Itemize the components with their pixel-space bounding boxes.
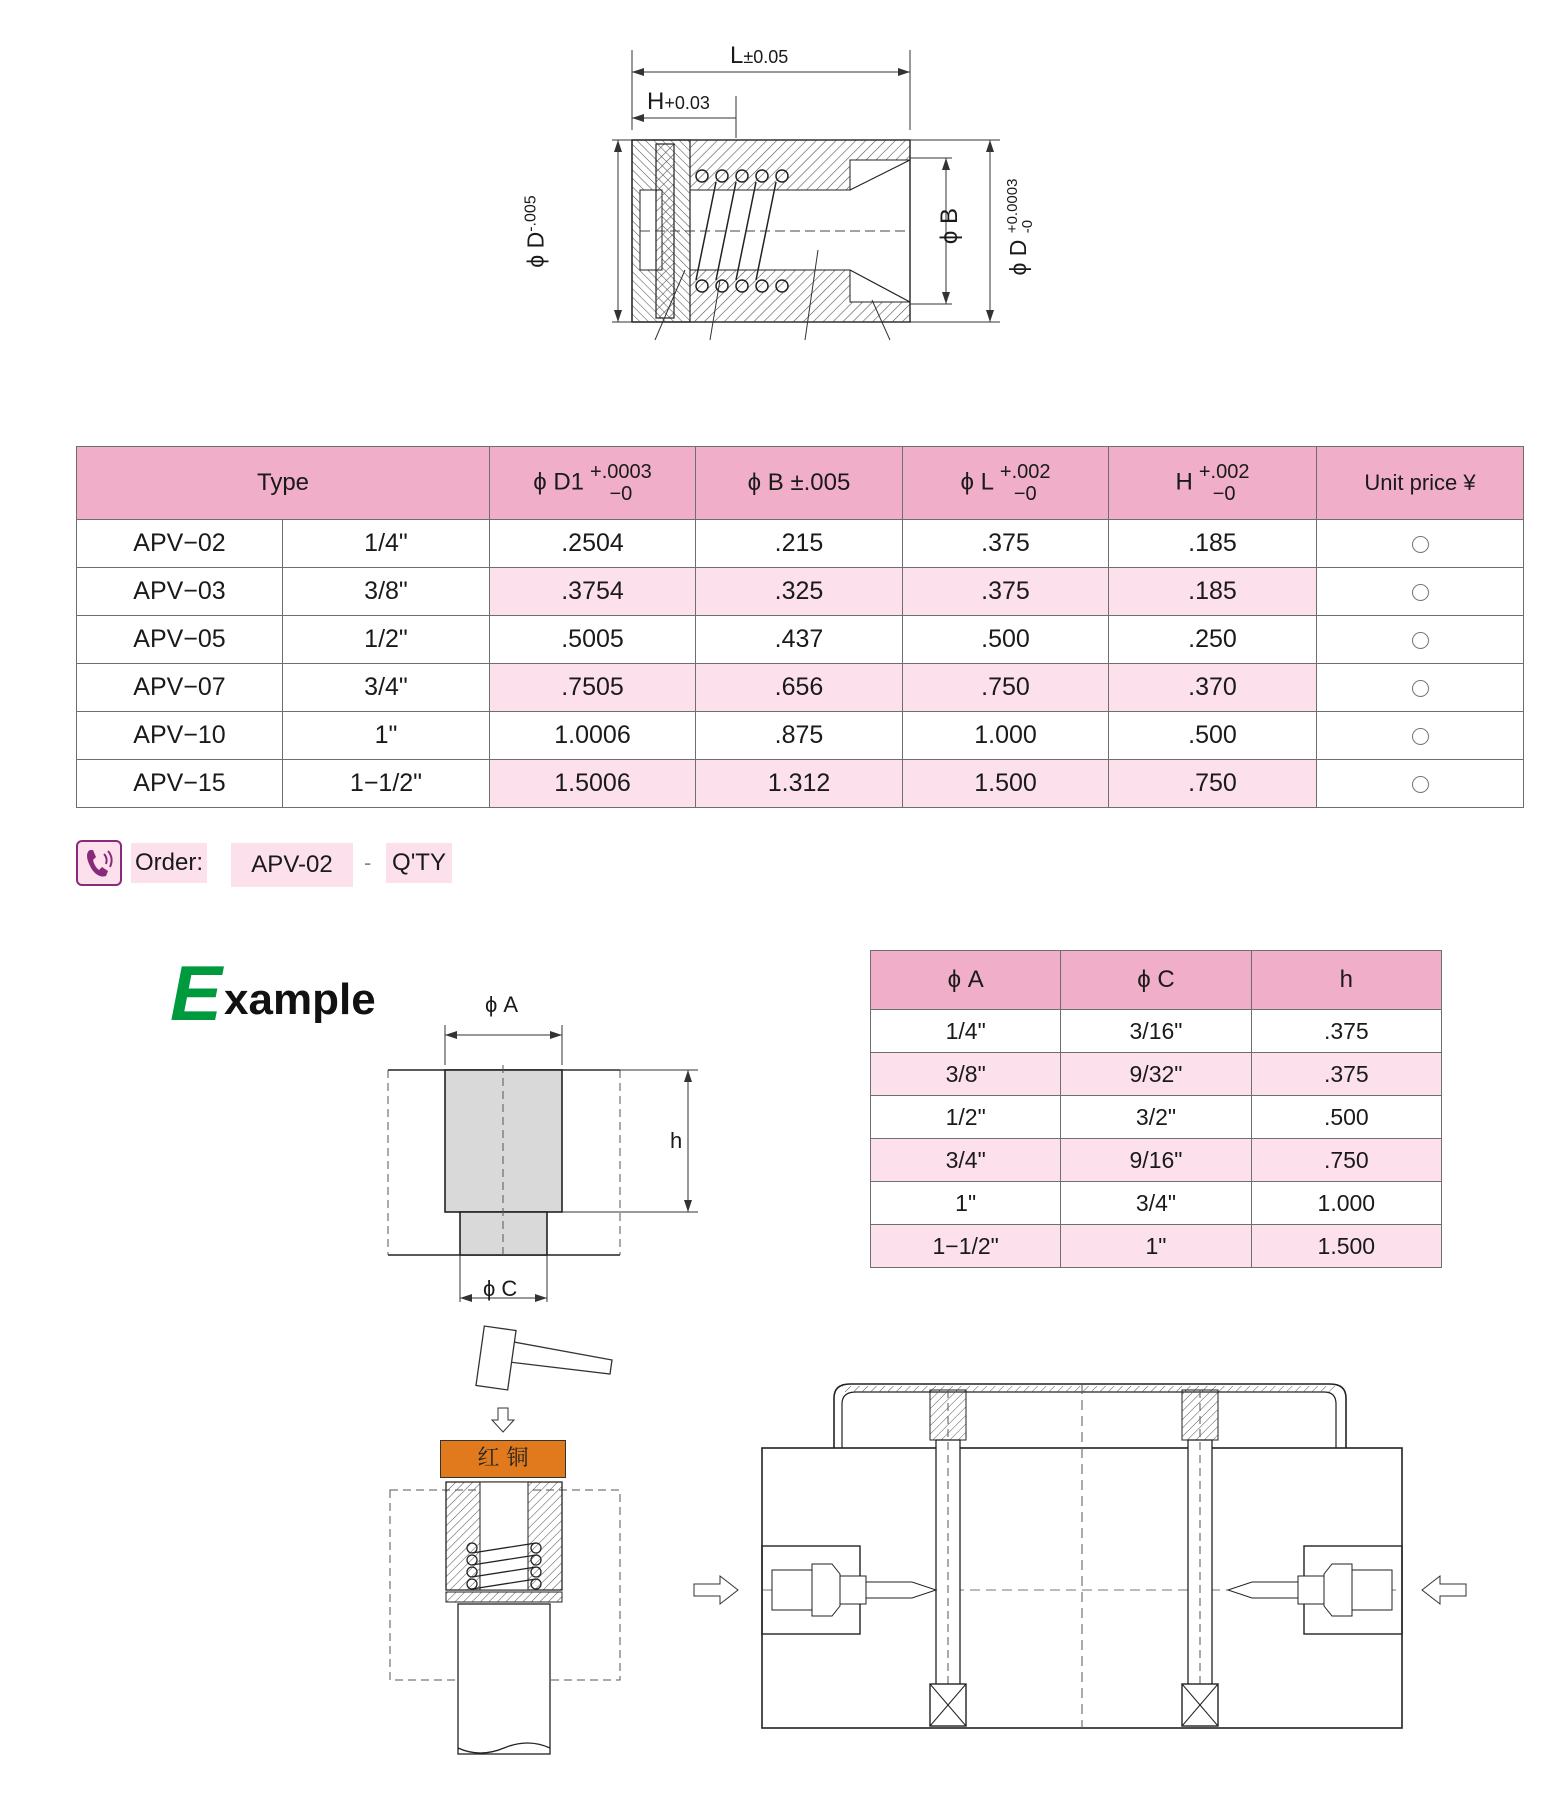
order-phone-icon [76, 840, 122, 886]
cell-h: .750 [1251, 1139, 1441, 1182]
table-row [871, 1096, 1442, 1139]
table-row [871, 1053, 1442, 1096]
cell-type: APV−15 [77, 760, 283, 808]
example-hole-drawing [380, 1010, 710, 1310]
dim-A-label: ϕ A [485, 992, 519, 1017]
table-row [77, 616, 1524, 664]
cell-price [1317, 760, 1524, 808]
header-price: Unit price ¥ [1317, 447, 1524, 520]
cell-l: 1.000 [903, 712, 1109, 760]
cell-c: 9/32" [1061, 1053, 1251, 1096]
dim-h-label: h [670, 1128, 683, 1153]
cell-h: 1.000 [1251, 1182, 1441, 1225]
cell-size: 1/4" [283, 520, 490, 568]
cell-price [1317, 616, 1524, 664]
table-row [77, 568, 1524, 616]
order-label: Order: [131, 843, 207, 883]
table-row [77, 520, 1524, 568]
header-type: Type [77, 447, 490, 520]
cell-h: 1.500 [1251, 1225, 1441, 1268]
example-header-row [871, 951, 1442, 1010]
header-a: ϕ A [871, 951, 1061, 1010]
dim-D-left-label: ϕ $D^{-.005}$ [522, 195, 549, 268]
cell-b: .875 [696, 712, 903, 760]
cell-d1: .5005 [490, 616, 696, 664]
cell-size: 1−1/2" [283, 760, 490, 808]
cell-size: 3/8" [283, 568, 490, 616]
cell-h: .500 [1251, 1096, 1441, 1139]
cell-type: APV−03 [77, 568, 283, 616]
cell-l: 1.500 [903, 760, 1109, 808]
cell-c: 3/4" [1061, 1182, 1251, 1225]
cell-d1: .7505 [490, 664, 696, 712]
dim-C-label: ϕ C [483, 1276, 518, 1301]
copper-block: 红 铜 [440, 1440, 566, 1478]
price-radio[interactable] [1412, 728, 1429, 745]
price-radio[interactable] [1412, 536, 1429, 553]
cell-size: 1" [283, 712, 490, 760]
cell-type: APV−07 [77, 664, 283, 712]
cell-h: .375 [1251, 1053, 1441, 1096]
cell-c: 3/2" [1061, 1096, 1251, 1139]
cell-d1: 1.0006 [490, 712, 696, 760]
cell-type: APV−10 [77, 712, 283, 760]
cell-size: 3/4" [283, 664, 490, 712]
hammer-icon [476, 1326, 612, 1390]
left-arrow-icon [1422, 1576, 1466, 1604]
cell-a: 1−1/2" [871, 1225, 1061, 1268]
cell-l: .750 [903, 664, 1109, 712]
cell-l: .375 [903, 520, 1109, 568]
table-row [871, 1182, 1442, 1225]
cell-a: 1" [871, 1182, 1061, 1225]
order-separator: - [364, 850, 372, 875]
table-row [77, 664, 1524, 712]
cell-h: .750 [1109, 760, 1317, 808]
table-row [871, 1139, 1442, 1182]
cell-h: .500 [1109, 712, 1317, 760]
cell-l: .500 [903, 616, 1109, 664]
price-radio[interactable] [1412, 632, 1429, 649]
spec-table [76, 446, 1524, 808]
cell-b: .437 [696, 616, 903, 664]
cell-c: 1" [1061, 1225, 1251, 1268]
dim-L-label: L±0.05 [730, 42, 789, 69]
cell-d1: .3754 [490, 568, 696, 616]
table-row [871, 1010, 1442, 1053]
cell-h: .375 [1251, 1010, 1441, 1053]
cell-d1: .2504 [490, 520, 696, 568]
cell-c: 9/16" [1061, 1139, 1251, 1182]
price-radio[interactable] [1412, 680, 1429, 697]
price-radio[interactable] [1412, 584, 1429, 601]
order-qty: Q'TY [386, 843, 452, 883]
cell-b: .656 [696, 664, 903, 712]
cell-b: 1.312 [696, 760, 903, 808]
dim-D-right-label: ϕ D +0.0003 -0 [1004, 178, 1036, 276]
header-c: ϕ C [1061, 951, 1251, 1010]
spec-header-row [77, 447, 1524, 520]
cell-a: 3/4" [871, 1139, 1061, 1182]
press-in-drawing [380, 1320, 640, 1760]
table-row [77, 712, 1524, 760]
cell-h: .185 [1109, 568, 1317, 616]
cell-price [1317, 568, 1524, 616]
cell-price [1317, 712, 1524, 760]
cell-price [1317, 520, 1524, 568]
header-h: H +.002 −0 [1109, 447, 1317, 520]
cell-type: APV−05 [77, 616, 283, 664]
cell-a: 3/8" [871, 1053, 1061, 1096]
price-radio[interactable] [1412, 776, 1429, 793]
order-code: APV-02 [231, 843, 353, 887]
example-title: Example [170, 949, 376, 1037]
cell-a: 1/4" [871, 1010, 1061, 1053]
cell-a: 1/2" [871, 1096, 1061, 1139]
dim-H-label: H+0.03 [647, 88, 710, 115]
manifold-drawing [690, 1360, 1470, 1740]
header-l: ϕ L +.002 −0 [903, 447, 1109, 520]
cell-price [1317, 664, 1524, 712]
cell-size: 1/2" [283, 616, 490, 664]
header-b: ϕ B ±.005 [696, 447, 903, 520]
header-d1: ϕ D1 +.0003 −0 [490, 447, 696, 520]
valve-section-drawing [560, 30, 1040, 350]
cell-b: .325 [696, 568, 903, 616]
cell-c: 3/16" [1061, 1010, 1251, 1053]
cell-h: .250 [1109, 616, 1317, 664]
right-arrow-icon [694, 1576, 738, 1604]
header-h: h [1251, 951, 1441, 1010]
cell-h: .185 [1109, 520, 1317, 568]
table-row [77, 760, 1524, 808]
cell-h: .370 [1109, 664, 1317, 712]
cell-d1: 1.5006 [490, 760, 696, 808]
cell-l: .375 [903, 568, 1109, 616]
example-table [870, 950, 1442, 1268]
table-row [871, 1225, 1442, 1268]
cell-b: .215 [696, 520, 903, 568]
cell-type: APV−02 [77, 520, 283, 568]
dim-B-label: ϕ B [936, 207, 963, 245]
down-arrow-icon [492, 1408, 514, 1432]
